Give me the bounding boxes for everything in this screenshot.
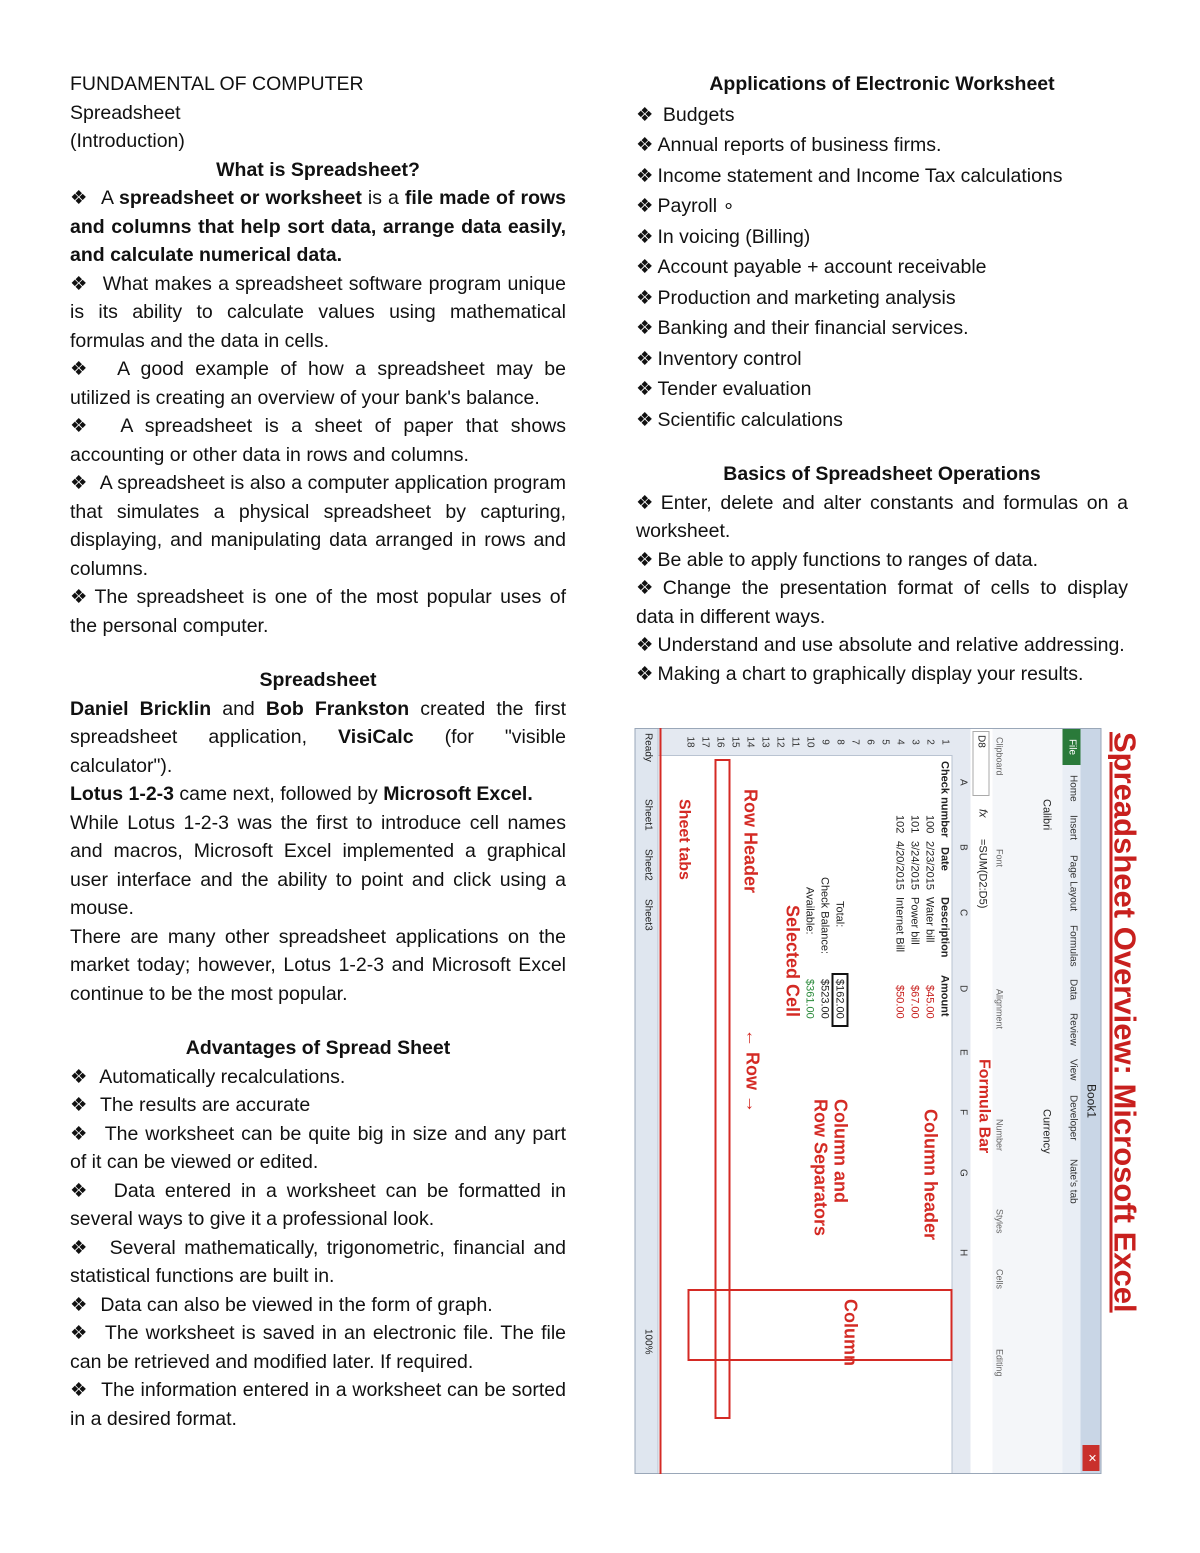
- column-highlight-box: [687, 1289, 952, 1361]
- applications-heading: Applications of Electronic Worksheet: [709, 73, 1055, 95]
- list-item: ❖ The information entered in a worksheet can be sorted in a desired format.: [70, 1376, 566, 1433]
- list-item: ❖ Annual reports of business firms.: [636, 131, 1128, 160]
- history-market-paragraph: There are many other spreadsheet applications on the market today; however, Lotus 1-2-3 and Microsoft Excel continue to be the most popular.: [70, 925, 566, 1005]
- list-item: ❖ Production and marketing analysis: [636, 284, 1128, 313]
- cell-header-amount[interactable]: Amount: [938, 975, 950, 1017]
- applications-list: [636, 101, 1128, 435]
- font-name-select[interactable]: Calibri: [1040, 799, 1052, 831]
- left-column: [70, 70, 566, 1433]
- group-editing: Editing: [994, 1349, 1004, 1377]
- row-number[interactable]: 13: [759, 736, 770, 748]
- row-number[interactable]: 6: [864, 739, 875, 745]
- cell-description[interactable]: Water bill: [923, 897, 935, 943]
- separators-label-2: Row Separators: [810, 1099, 830, 1237]
- row-number[interactable]: 10: [804, 736, 815, 748]
- cell-available-label[interactable]: Available:: [803, 887, 815, 935]
- row-number[interactable]: 17: [699, 736, 710, 748]
- sheet-tab-1[interactable]: Sheet1: [642, 799, 653, 831]
- column-label: Column: [840, 1299, 860, 1366]
- group-styles: Styles: [994, 1209, 1004, 1234]
- status-bar: [635, 729, 658, 1473]
- separators-label-1: Column and: [830, 1099, 850, 1203]
- tab-formulas[interactable]: Formulas: [1067, 925, 1078, 967]
- list-item: ❖ Banking and their financial services.: [636, 314, 1128, 343]
- figure-title: Spreadsheet Overview: Microsoft Excel: [1101, 728, 1147, 1474]
- group-cells: Cells: [994, 1269, 1004, 1290]
- cell-balance-label[interactable]: Check Balance:: [818, 877, 830, 955]
- list-item: ❖ Data entered in a worksheet can be formatted in several ways to give it a professional look.: [70, 1177, 566, 1234]
- bank-example-paragraph: ❖ A good example of how a spreadsheet may be utilized is creating an overview of your bank's balance.: [70, 355, 566, 412]
- row-marker-line: [659, 728, 661, 1474]
- cell-amount[interactable]: $67.00: [908, 985, 920, 1019]
- history-lotus-paragraph: Lotus 1-2-3 came next, followed by Microsoft Excel.: [70, 783, 533, 805]
- cell-check[interactable]: 100: [923, 815, 935, 834]
- column-h[interactable]: H: [957, 1249, 968, 1257]
- group-alignment: Alignment: [994, 989, 1004, 1030]
- formula-input[interactable]: =SUM(D2:D5): [976, 839, 988, 909]
- definition-paragraph: ❖ A spreadsheet or worksheet is a file made of rows and columns that help sort data, arrange data easily, and calculate numerical data.: [70, 184, 566, 270]
- window-titlebar: [1080, 729, 1100, 1473]
- tab-home[interactable]: Home: [1067, 775, 1078, 802]
- cell-available-value[interactable]: $361.00: [803, 979, 815, 1019]
- list-item: ❖ Automatically recalculations.: [70, 1063, 566, 1092]
- name-box[interactable]: D8: [972, 731, 989, 796]
- list-item: ❖ Payroll ∘: [636, 192, 1128, 221]
- tab-nates[interactable]: Nate's tab: [1067, 1159, 1078, 1204]
- paper-sheet-paragraph: ❖ A spreadsheet is a sheet of paper that shows accounting or other data in rows and columns.: [70, 412, 566, 469]
- cell-header-description[interactable]: Description: [938, 897, 950, 958]
- column-header: [951, 729, 970, 1473]
- list-item: ❖ The results are accurate: [70, 1091, 566, 1120]
- cell-description[interactable]: Power bill: [908, 897, 920, 945]
- list-item: ❖ Making a chart to graphically display your results.: [636, 660, 1128, 689]
- tab-file[interactable]: File: [1062, 729, 1080, 765]
- row-number[interactable]: 3: [909, 739, 920, 745]
- number-format-select[interactable]: Currency: [1040, 1109, 1052, 1154]
- row-number[interactable]: 15: [729, 736, 740, 748]
- unique-ability-paragraph: ❖ What makes a spreadsheet software program unique is its ability to calculate values using mathematical formulas and the data in cells.: [70, 270, 566, 356]
- group-clipboard: Clipboard: [994, 737, 1004, 776]
- list-item: ❖ Income statement and Income Tax calculations: [636, 162, 1128, 191]
- row-number[interactable]: 18: [684, 736, 695, 748]
- column-a[interactable]: A: [957, 779, 968, 786]
- status-text: Ready: [642, 733, 653, 762]
- excel-overview-rotated: [634, 728, 1147, 1474]
- cell-amount[interactable]: $50.00: [893, 985, 905, 1019]
- sheet-tabs-label: Sheet tabs: [675, 799, 692, 880]
- tab-developer[interactable]: Developer: [1067, 1095, 1078, 1141]
- cell-date[interactable]: 3/24/2015: [908, 841, 920, 890]
- cell-balance-value[interactable]: $523.00: [818, 979, 830, 1019]
- zoom-level[interactable]: 100%: [642, 1329, 653, 1355]
- row-header-label: Row Header: [740, 789, 760, 894]
- tab-data[interactable]: Data: [1067, 979, 1078, 1001]
- tab-review[interactable]: Review: [1067, 1013, 1078, 1046]
- list-item: ❖ Data can also be viewed in the form of graph.: [70, 1291, 566, 1320]
- cell-amount[interactable]: $45.00: [923, 985, 935, 1019]
- row-header: [657, 729, 952, 756]
- list-item: ❖ Tender evaluation: [636, 375, 1128, 404]
- column-c[interactable]: C: [957, 909, 968, 917]
- worksheet-grid: [657, 729, 970, 1473]
- row-number[interactable]: 2: [924, 739, 935, 745]
- formula-bar-label: Formula Bar: [975, 1059, 992, 1154]
- fx-icon[interactable]: fx: [976, 809, 988, 818]
- list-item: ❖ Inventory control: [636, 345, 1128, 374]
- row-number[interactable]: 1: [939, 739, 950, 745]
- right-column: [636, 70, 1128, 688]
- cell-date[interactable]: 2/23/2015: [923, 841, 935, 890]
- tab-page-layout[interactable]: Page Layout: [1067, 855, 1078, 912]
- row-number[interactable]: 9: [819, 739, 830, 745]
- list-item: ❖ The worksheet is saved in an electronic file. The file can be retrieved and modified later. If required.: [70, 1319, 566, 1376]
- row-number[interactable]: 11: [789, 736, 800, 748]
- list-item: ❖ Enter, delete and alter constants and formulas on a worksheet.: [636, 489, 1128, 546]
- list-item: ❖ Budgets: [636, 101, 1128, 130]
- cell-check[interactable]: 102: [893, 815, 905, 834]
- cell-header-check[interactable]: Check number: [938, 761, 950, 838]
- row-number[interactable]: 14: [744, 736, 755, 748]
- excel-window: [634, 728, 1101, 1474]
- tab-view[interactable]: View: [1067, 1059, 1078, 1081]
- spreadsheet-history-heading: Spreadsheet: [259, 669, 377, 691]
- row-number[interactable]: 8: [834, 739, 845, 745]
- column-g[interactable]: G: [957, 1169, 968, 1177]
- cell-description[interactable]: Internet Bill: [893, 897, 905, 953]
- basics-heading: Basics of Spreadsheet Operations: [723, 463, 1041, 485]
- list-item: ❖ The worksheet can be quite big in size and any part of it can be viewed or edited.: [70, 1120, 566, 1177]
- column-d[interactable]: D: [957, 985, 968, 993]
- list-item: ❖ Several mathematically, trigonometric, financial and statistical functions are built in.: [70, 1234, 566, 1291]
- basics-list: [636, 489, 1128, 689]
- row-number[interactable]: 12: [774, 736, 785, 748]
- group-number: Number: [994, 1119, 1004, 1152]
- what-is-spreadsheet-heading: What is Spreadsheet?: [216, 158, 420, 181]
- sheet-tab-3[interactable]: Sheet3: [642, 899, 653, 931]
- ribbon: [991, 729, 1062, 1473]
- column-header-label: Column header: [920, 1109, 940, 1241]
- list-item: ❖ In voicing (Billing): [636, 223, 1128, 252]
- advantages-list: [70, 1063, 566, 1434]
- sheet-tab-2[interactable]: Sheet2: [642, 849, 653, 881]
- doc-header-topic: Spreadsheet: [70, 101, 181, 124]
- cell-total-value[interactable]: $162.00: [833, 979, 845, 1019]
- doc-header-subject: FUNDAMENTAL OF COMPUTER: [70, 73, 364, 95]
- row-label: ← Row →: [742, 1029, 762, 1113]
- close-icon[interactable]: ✕: [1082, 1445, 1099, 1471]
- history-gui-paragraph: While Lotus 1-2-3 was the first to introduce cell names and macros, Microsoft Excel implemented a graphical user interface and the ability to point and click using a mouse.: [70, 811, 566, 919]
- tab-insert[interactable]: Insert: [1067, 815, 1078, 841]
- cell-total-label[interactable]: Total:: [833, 901, 845, 928]
- doc-header-section: (Introduction): [70, 130, 185, 152]
- cell-header-date[interactable]: Date: [938, 847, 950, 871]
- list-item: ❖ Be able to apply functions to ranges of data.: [636, 546, 1128, 575]
- workbook-title: Book1: [1084, 1083, 1098, 1119]
- history-visicalc-paragraph: Daniel Bricklin and Bob Frankston created the first spreadsheet application, VisiCalc (for "visible calculator").: [70, 697, 566, 777]
- ribbon-tabs: [1062, 729, 1080, 1473]
- cell-check[interactable]: 101: [908, 815, 920, 834]
- cell-date[interactable]: 4/20/2015: [893, 841, 905, 890]
- advantages-heading: Advantages of Spread Sheet: [185, 1037, 451, 1059]
- row-number[interactable]: 16: [714, 736, 725, 748]
- computer-application-paragraph: ❖ A spreadsheet is also a computer application program that simulates a physical spreadsheet by capturing, displaying, and manipulating data arranged in rows and columns.: [70, 469, 566, 583]
- column-b[interactable]: B: [957, 844, 968, 851]
- column-f[interactable]: F: [957, 1109, 968, 1116]
- popular-uses-paragraph: ❖ The spreadsheet is one of the most popular uses of the personal computer.: [70, 583, 566, 640]
- row-number[interactable]: 5: [879, 739, 890, 745]
- list-item: ❖ Scientific calculations: [636, 406, 1128, 435]
- list-item: ❖ Change the presentation format of cells to display data in different ways.: [636, 574, 1128, 631]
- row-number[interactable]: 7: [849, 739, 860, 745]
- list-item: ❖ Account payable + account receivable: [636, 253, 1128, 282]
- selected-cell-label: Selected Cell: [782, 905, 802, 1018]
- list-item: ❖ Understand and use absolute and relative addressing.: [636, 631, 1128, 660]
- excel-overview-figure: [634, 728, 1147, 1474]
- column-e[interactable]: E: [957, 1049, 968, 1056]
- group-font: Font: [994, 849, 1004, 868]
- row-number[interactable]: 4: [894, 739, 905, 745]
